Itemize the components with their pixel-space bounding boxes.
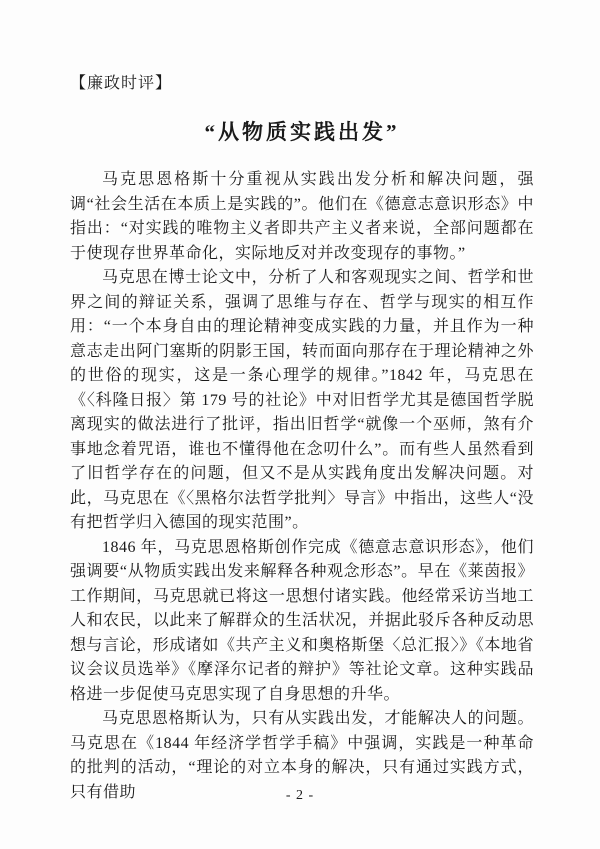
page-number: - 2 - bbox=[285, 788, 315, 803]
paragraph-2: 马克思在博士论文中，分析了人和客观现实之间、哲学和世界之间的辩证关系，强调了思维与存在、哲学与现实的相互作用：“一个本身自由的理论精神变成实践的力量，并且作为一种意志走出阿门塞斯的阴影王国，转而面向那存在于理论精神之外的世俗的现实，这是一条心理学的规律。”1842 年，马克思在《〈科隆日报〉第 179 号的社论》中对旧哲学尤其是德国哲学脱离现实的做法进行了批评，指出旧哲学“就像一个巫师，煞有介事地念着咒语，谁也不懂得他在念叨什么”。而有些人虽然看到了旧哲学存在的问题，但又不是从实践角度出发解决问题。对此，马克思在《〈黑格尔法哲学批判〉导言》中指出，这些人“没有把哲学归入德国的现实范围”。 bbox=[70, 269, 534, 531]
paragraph-4: 马克思恩格斯认为，只有从实践出发，才能解决人的问题。马克思在《1844 年经济学哲学手稿》中强调，实践是一种革命的批判的活动，“理论的对立本身的解决，只有通过实践方式，只有借助 bbox=[70, 710, 534, 801]
document-body bbox=[70, 168, 534, 805]
category-header: 【廉政时评】 bbox=[70, 75, 173, 92]
page-title: “从物质实践出发” bbox=[204, 120, 400, 144]
paragraph-3: 1846 年，马克思恩格斯创作完成《德意志意识形态》，他们强调要“从物质实践出发来解释各种观念形态”。早在《莱茵报》工作期间，马克思就已将这一思想付诸实践。他经常采访当地工人和农民，以此来了解群众的生活状况，并据此驳斥各种反动思想与言论，形成诸如《共产主义和奥格斯堡〈总汇报〉》《本地省议会议员选举》《摩泽尔记者的辩护》等社论文章。这种实践品格进一步促使马克思实现了自身思想的升华。 bbox=[70, 538, 534, 703]
paragraph-1: 马克思恩格斯十分重视从实践出发分析和解决问题，强调“社会生活在本质上是实践的”。他们在《德意志意识形态》中指出：“对实践的唯物主义者即共产主义者来说，全部问题都在于使现存世界革命化，实际地反对并改变现存的事物。” bbox=[70, 171, 534, 262]
